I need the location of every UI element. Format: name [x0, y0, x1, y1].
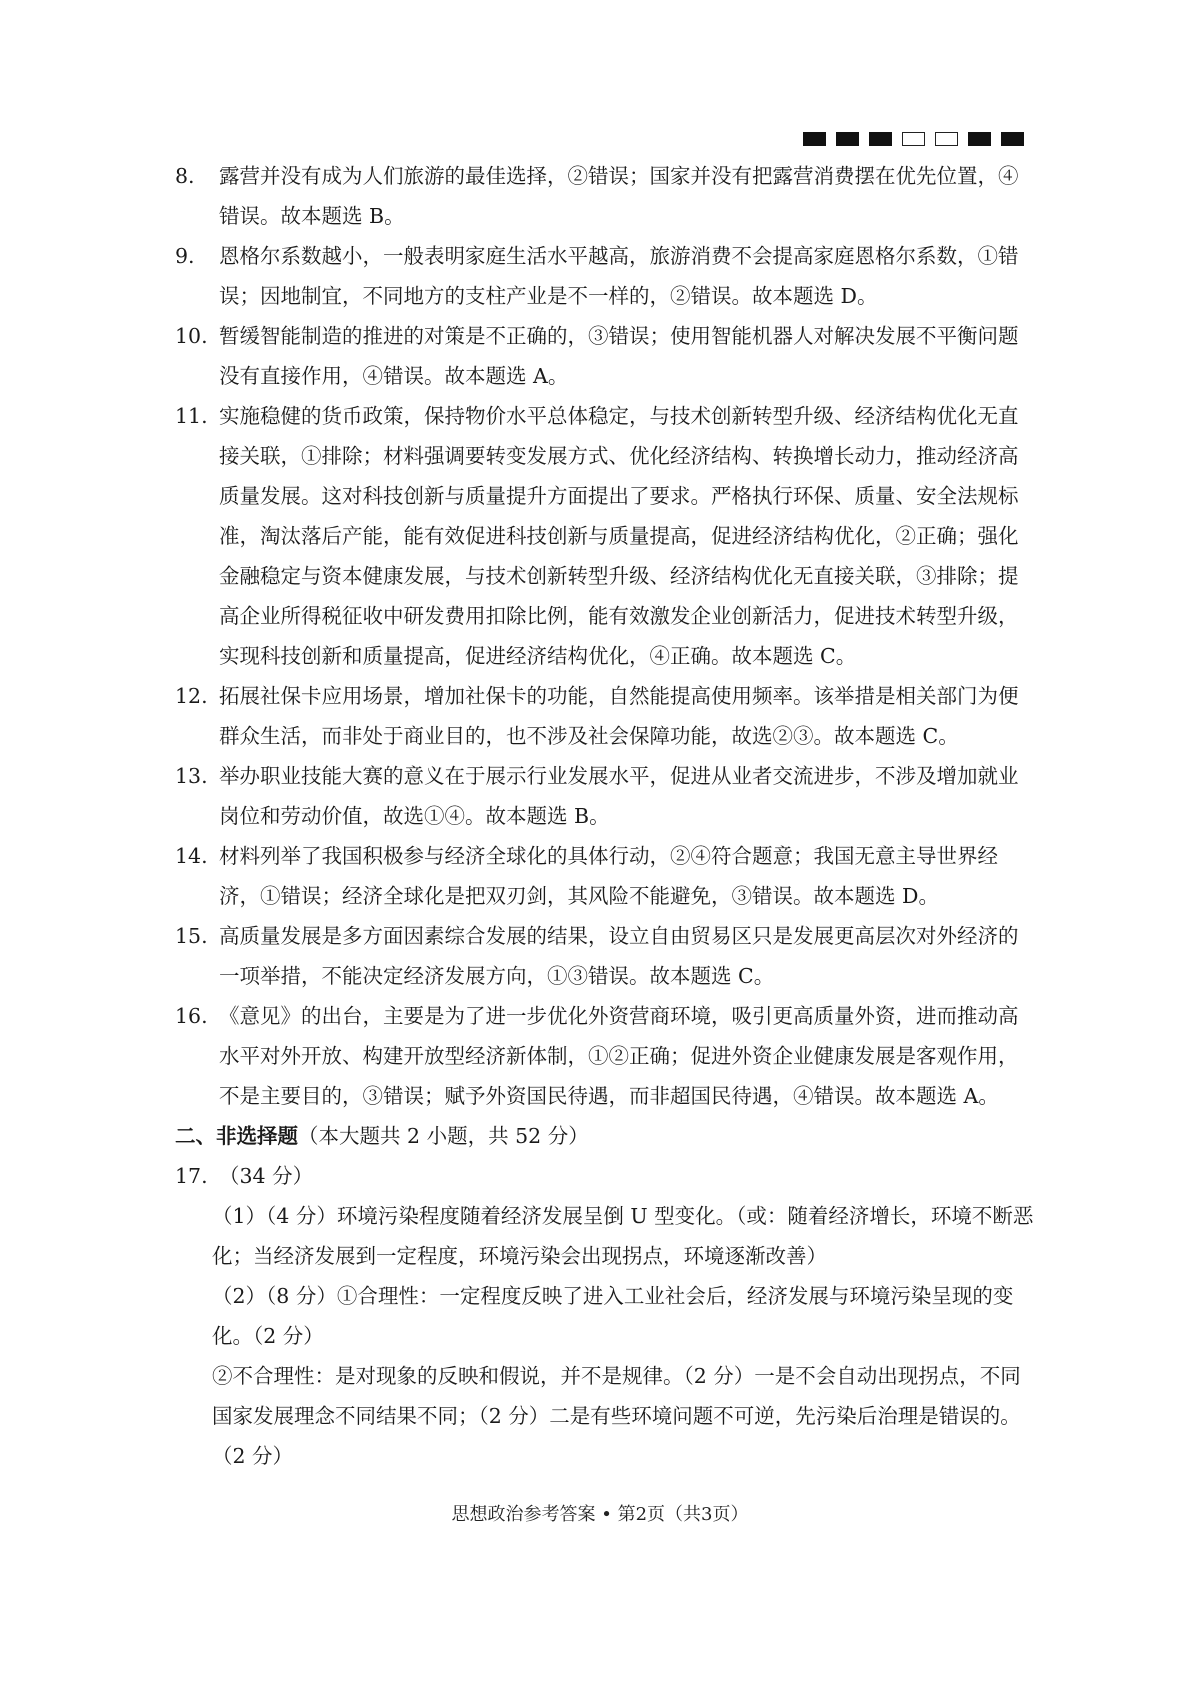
section-heading [175, 1116, 1037, 1156]
answer-text: 恩格尔系数越小，一般表明家庭生活水平越高，旅游消费不会提高家庭恩格尔系数，①错误；因地制宜，不同地方的支柱产业是不一样的，②错误。故本题选 D。 [219, 244, 1019, 308]
answer-item [175, 156, 1037, 236]
answer-number: 10. [175, 324, 208, 348]
sub-answer: （1）（4 分）环境污染程度随着经济发展呈倒 U 型变化。（或：随着经济增长，环境不断恶化；当经济发展到一定程度，环境污染会出现拐点，环境逐渐改善） [212, 1204, 1034, 1268]
header-mark [803, 132, 826, 146]
answer-number: 15. [175, 924, 208, 948]
answer-text: 材料列举了我国积极参与经济全球化的具体行动，②④符合题意；我国无意主导世界经济，①错误；经济全球化是把双刃剑，其风险不能避免，③错误。故本题选 D。 [219, 844, 998, 908]
answer-score: （34 分） [219, 1164, 314, 1188]
answer-item [175, 836, 1037, 916]
header-mark [836, 132, 859, 146]
answer-content [175, 156, 1037, 1476]
answer-number: 13. [175, 764, 208, 788]
header-mark [902, 132, 925, 146]
answer-text: 《意见》的出台，主要是为了进一步优化外资营商环境，吸引更高质量外资，进而推动高水平对外开放、构建开放型经济新体制，①②正确；促进外资企业健康发展是客观作用，不是主要目的，③错误；赋予外资国民待遇，而非超国民待遇，④错误。故本题选 A。 [219, 1004, 1019, 1108]
answer-item [175, 756, 1037, 836]
header-mark [935, 132, 958, 146]
answer-number: 8. [175, 164, 195, 188]
answer-item [175, 996, 1037, 1116]
page-footer: 思想政治参考答案 • 第2页（共3页） [451, 1504, 749, 1525]
sub-answer: （2）（8 分）①合理性：一定程度反映了进入工业社会后，经济发展与环境污染呈现的变化。（2 分） [212, 1284, 1014, 1348]
answer-item [175, 916, 1037, 996]
header-mark [1001, 132, 1024, 146]
header-marks [803, 132, 1024, 146]
answer-number: 16. [175, 1004, 208, 1028]
answer-text: 露营并没有成为人们旅游的最佳选择，②错误；国家并没有把露营消费摆在优先位置，④错误。故本题选 B。 [219, 164, 1019, 228]
answer-number: 12. [175, 684, 208, 708]
answer-text: 暂缓智能制造的推进的对策是不正确的，③错误；使用智能机器人对解决发展不平衡问题没有直接作用，④错误。故本题选 A。 [219, 324, 1019, 388]
answer-number: 11. [175, 404, 208, 428]
answer-text: 实施稳健的货币政策，保持物价水平总体稳定，与技术创新转型升级、经济结构优化无直接关联，①排除；材料强调要转变发展方式、优化经济结构、转换增长动力，推动经济高质量发展。这对科技创新与质量提升方面提出了要求。严格执行环保、质量、安全法规标准，淘汰落后产能，能有效促进科技创新与质量提高，促进经济结构优化，②正确；强化金融稳定与资本健康发展，与技术创新转型升级、经济结构优化无直接关联，③排除；提高企业所得税征收中研发费用扣除比例，能有效激发企业创新活力，促进技术转型升级，实现科技创新和质量提高，促进经济结构优化，④正确。故本题选 C。 [219, 404, 1019, 668]
section-note: （本大题共 2 小题，共 52 分） [298, 1124, 589, 1148]
answer-number: 17. [175, 1164, 208, 1188]
answer-item [175, 316, 1037, 396]
answer-item [175, 396, 1037, 676]
answer-text: 拓展社保卡应用场景，增加社保卡的功能，自然能提高使用频率。该举措是相关部门为便群众生活，而非处于商业目的，也不涉及社会保障功能，故选②③。故本题选 C。 [219, 684, 1019, 748]
answer-number: 9. [175, 244, 195, 268]
answer-item [175, 236, 1037, 316]
answer-text: 举办职业技能大赛的意义在于展示行业发展水平，促进从业者交流进步，不涉及增加就业岗位和劳动价值，故选①④。故本题选 B。 [219, 764, 1019, 828]
answer-item-17 [175, 1156, 1037, 1196]
header-mark [869, 132, 892, 146]
sub-answer: ②不合理性：是对现象的反映和假说，并不是规律。（2 分）一是不会自动出现拐点，不同国家发展理念不同结果不同；（2 分）二是有些环境问题不可逆，先污染后治理是错误的。（2 分） [212, 1364, 1021, 1468]
answer-number: 14. [175, 844, 208, 868]
section-title: 二、非选择题 [175, 1124, 298, 1148]
header-mark [968, 132, 991, 146]
answer-text: 高质量发展是多方面因素综合发展的结果，设立自由贸易区只是发展更高层次对外经济的一项举措，不能决定经济发展方向，①③错误。故本题选 C。 [219, 924, 1019, 988]
answer-item [175, 676, 1037, 756]
